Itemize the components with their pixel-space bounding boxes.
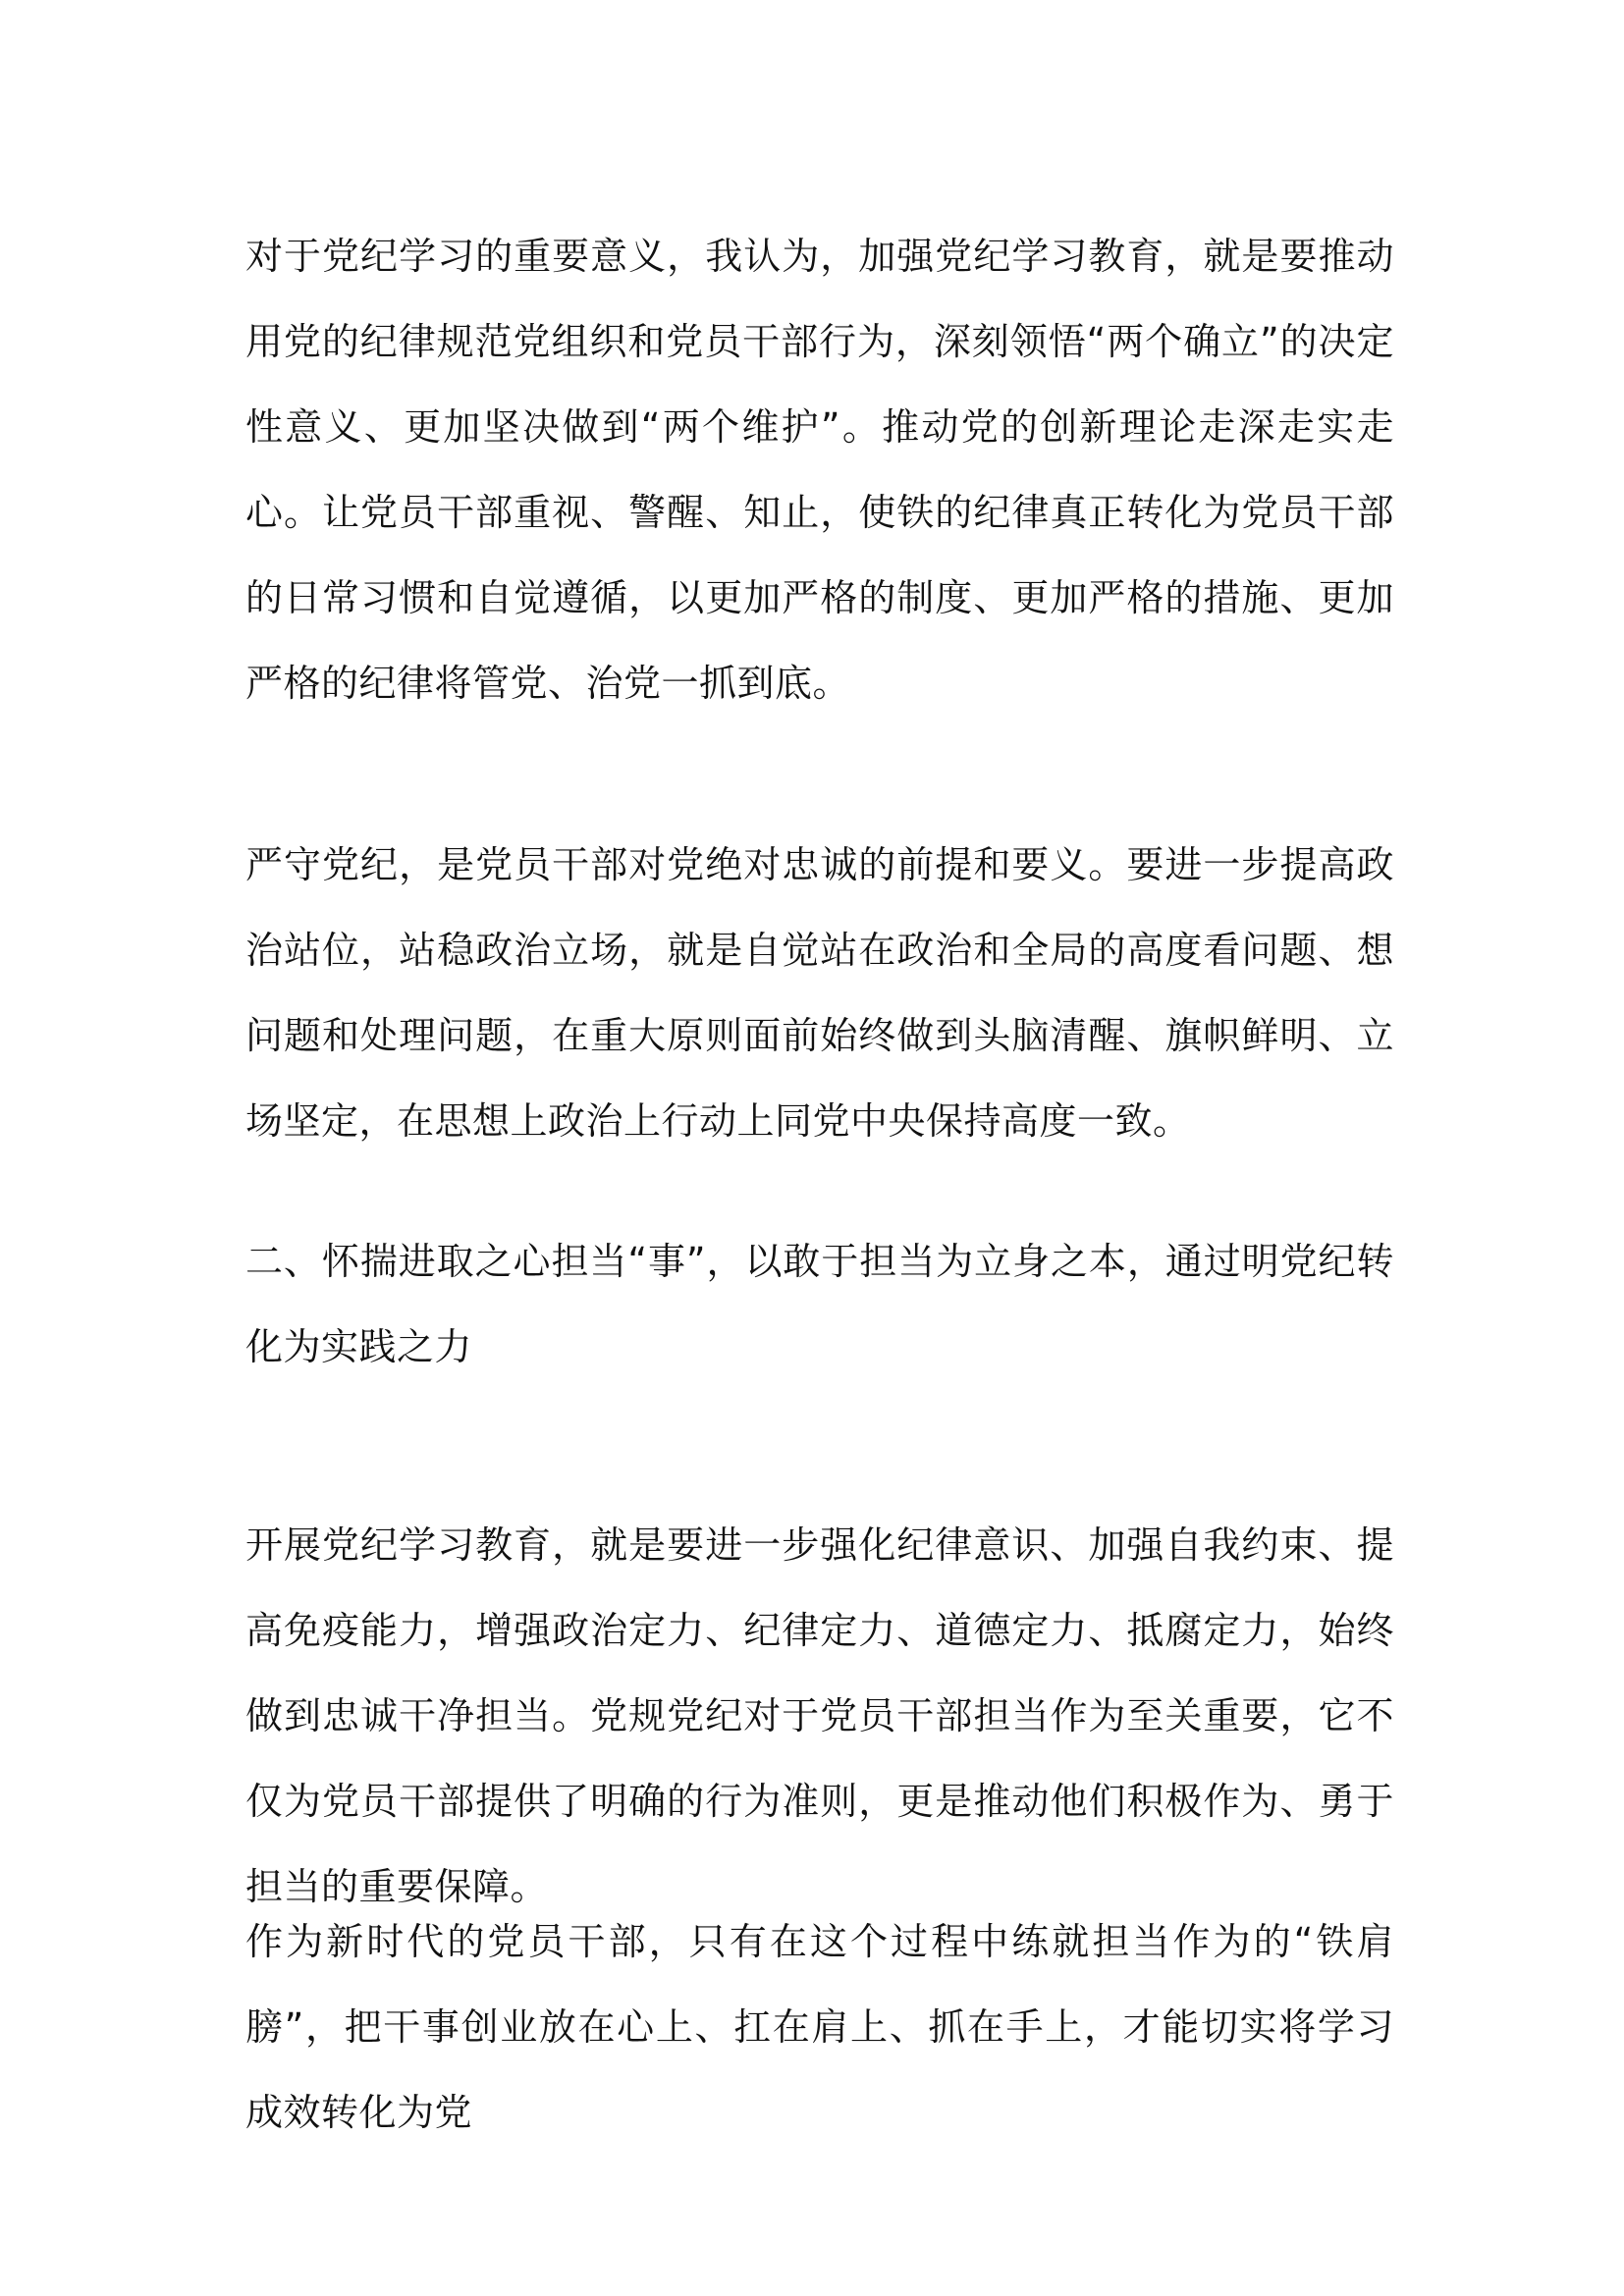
paragraph-strict-discipline: 严守党纪，是党员干部对党绝对忠诚的前提和要义。要进一步提高政治站位，站稳政治立场，就是自觉站在政治和全局的高度看问题、想问题和处理问题，在重大原则面前始终做到头脑清醒、旗帜鲜明、立场坚定，在思想上政治上行动上同党中央保持高度一致。 <box>245 843 1394 1143</box>
paragraph-new-era-cadres: 作为新时代的党员干部，只有在这个过程中练就担当作为的“铁肩膀”，把干事创业放在心上、扛在肩上、抓在手上，才能切实将学习成效转化为党 <box>245 1920 1394 2134</box>
paragraph-party-discipline-significance: 对于党纪学习的重要意义，我认为，加强党纪学习教育，就是要推动用党的纪律规范党组织和党员干部行为，深刻领悟“两个确立”的决定性意义、更加坚决做到“两个维护”。推动党的创新理论走深走实走心。让党员干部重视、警醒、知止，使铁的纪律真正转化为党员干部的日常习惯和自觉遵循，以更加严格的制度、更加严格的措施、更加严格的纪律将管党、治党一抓到底。 <box>245 235 1394 705</box>
paragraph-discipline-education: 开展党纪学习教育，就是要进一步强化纪律意识、加强自我约束、提高免疫能力，增强政治定力、纪律定力、道德定力、抵腐定力，始终做到忠诚干净担当。党规党纪对于党员干部担当作为至关重要，它不仅为党员干部提供了明确的行为准则，更是推动他们积极作为、勇于担当的重要保障。 <box>245 1523 1394 1908</box>
section-heading-two: 二、怀揣进取之心担当“事”，以敢于担当为立身之本，通过明党纪转化为实践之力 <box>245 1240 1394 1368</box>
